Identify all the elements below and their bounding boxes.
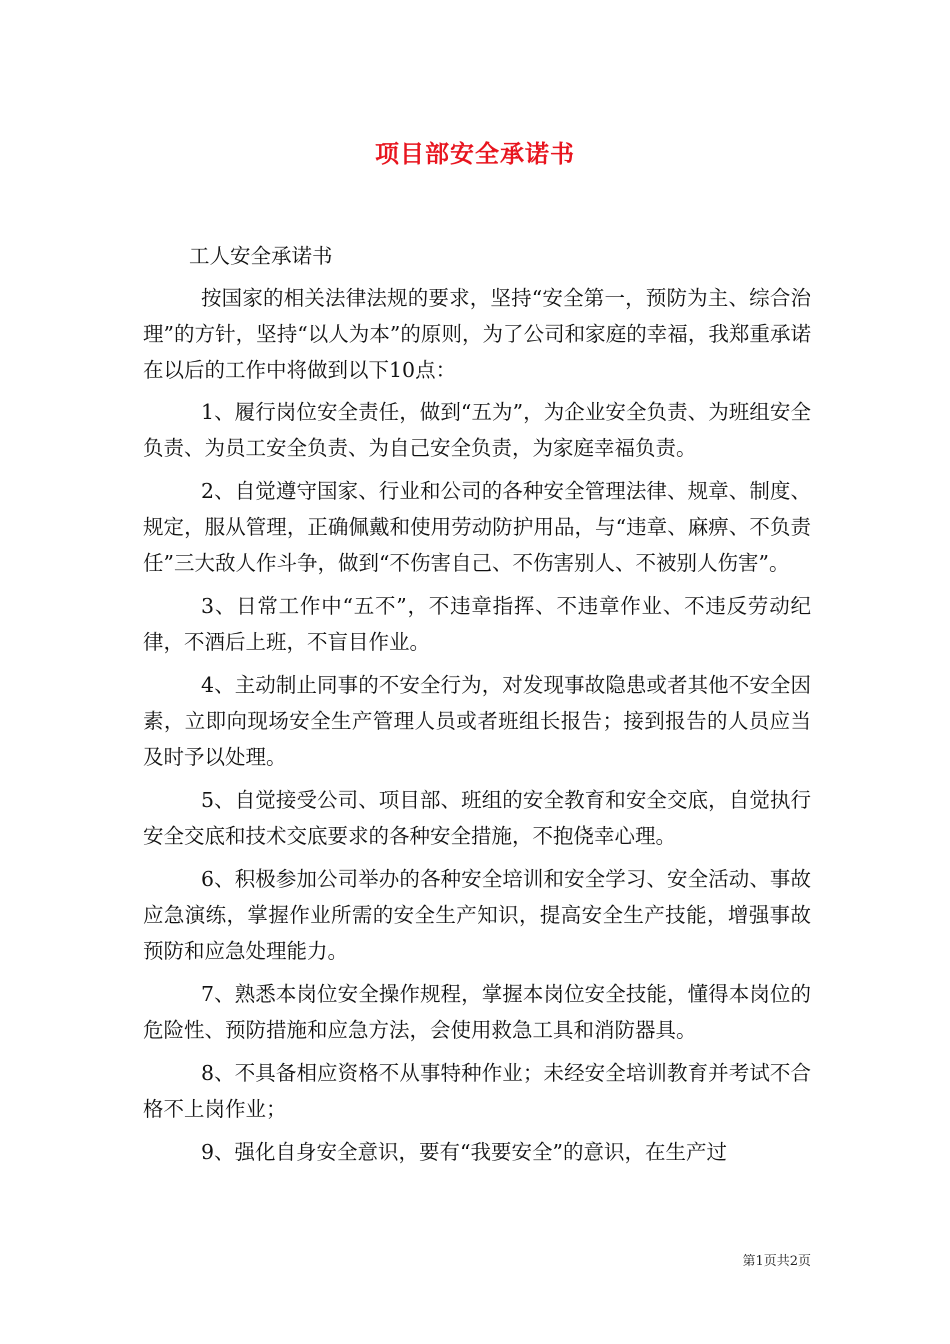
document-body <box>143 238 811 1177</box>
commitment-item-3: 3、日常工作中“五不”，不违章指挥、不违章作业、不违反劳动纪律，不酒后上班，不盲目作业。 <box>143 594 811 654</box>
commitment-item-5: 5、自觉接受公司、项目部、班组的安全教育和安全交底，自觉执行安全交底和技术交底要求的各种安全措施，不抱侥幸心理。 <box>143 788 811 848</box>
page-number: 第1页共2页 <box>742 1254 811 1269</box>
commitment-item-4: 4、主动制止同事的不安全行为，对发现事故隐患或者其他不安全因素，立即向现场安全生产管理人员或者班组长报告；接到报告的人员应当及时予以处理。 <box>143 673 811 769</box>
document-title: 项目部安全承诺书 <box>375 139 575 168</box>
commitment-item-2: 2、自觉遵守国家、行业和公司的各种安全管理法律、规章、制度、规定，服从管理，正确佩戴和使用劳动防护用品，与“违章、麻痹、不负责任”三大敌人作斗争，做到“不伤害自己、不伤害别人、不被别人伤害”。 <box>143 479 811 575</box>
commitment-item-9: 9、强化自身安全意识，要有“我要安全”的意识，在生产过 <box>201 1140 728 1164</box>
commitment-item-7: 7、熟悉本岗位安全操作规程，掌握本岗位安全技能，懂得本岗位的危险性、预防措施和应急方法，会使用救急工具和消防器具。 <box>143 982 811 1042</box>
commitment-item-1: 1、履行岗位安全责任，做到“五为”，为企业安全负责、为班组安全负责、为员工安全负责、为自己安全负责，为家庭幸福负责。 <box>143 400 811 460</box>
commitment-item-8: 8、不具备相应资格不从事特种作业；未经安全培训教育并考试不合格不上岗作业； <box>143 1061 811 1121</box>
intro-paragraph: 按国家的相关法律法规的要求，坚持“安全第一，预防为主、综合治理”的方针，坚持“以人为本”的原则，为了公司和家庭的幸福，我郑重承诺在以后的工作中将做到以下10点： <box>143 286 811 382</box>
commitment-item-6: 6、积极参加公司举办的各种安全培训和安全学习、安全活动、事故应急演练，掌握作业所需的安全生产知识，提高安全生产技能，增强事故预防和应急处理能力。 <box>143 867 811 963</box>
document-subheading: 工人安全承诺书 <box>189 244 333 268</box>
